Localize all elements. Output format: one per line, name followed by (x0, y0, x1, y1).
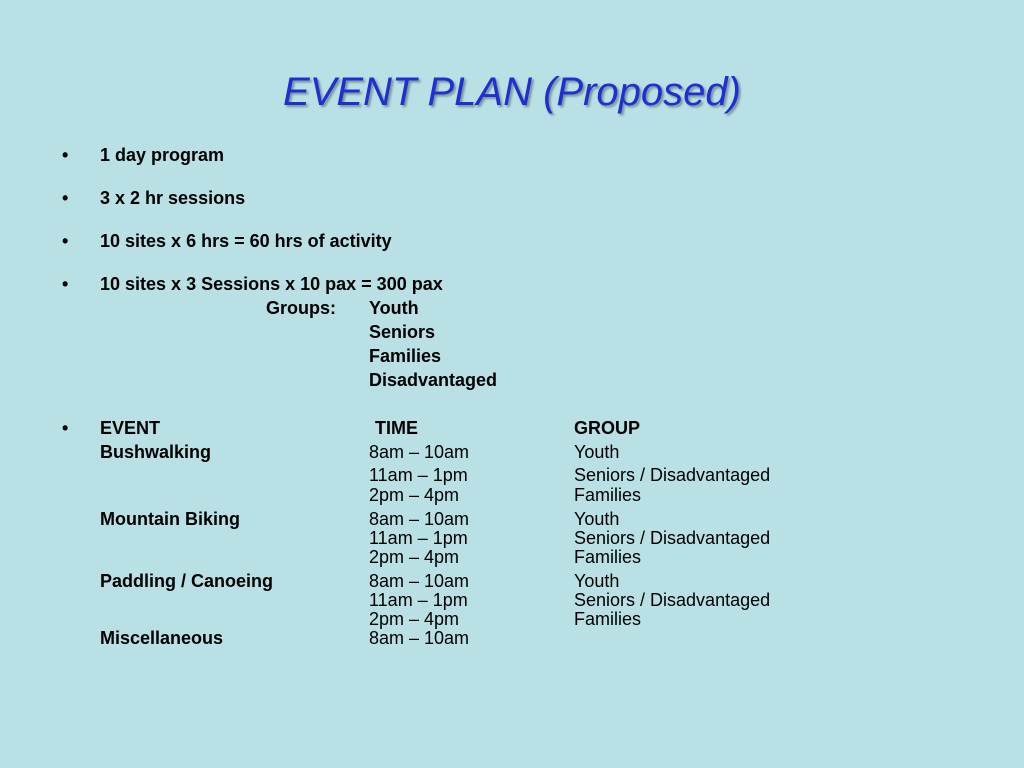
schedule-event: Paddling / Canoeing (100, 571, 274, 591)
bullet-marker: • (62, 418, 69, 438)
schedule-group: Families (574, 547, 642, 567)
schedule-time: 2pm – 4pm (369, 547, 460, 567)
bullet-marker: • (62, 145, 69, 165)
schedule-time: 8am – 10am (369, 442, 470, 462)
bullet-sessions: 3 x 2 hr sessions (100, 188, 246, 208)
group-item: Seniors (369, 322, 436, 342)
schedule-event: Miscellaneous (100, 628, 224, 648)
schedule-event: Bushwalking (100, 442, 212, 462)
bullet-sites-hours: 10 sites x 6 hrs = 60 hrs of activity (100, 231, 392, 251)
bullet-marker: • (62, 231, 69, 251)
schedule-group: Youth (574, 509, 620, 529)
schedule-group: Seniors / Disadvantaged (574, 528, 771, 548)
schedule-time: 11am – 1pm (369, 590, 468, 610)
schedule-header-group: GROUP (574, 418, 641, 438)
bullet-sites-pax: 10 sites x 3 Sessions x 10 pax = 300 pax (100, 274, 443, 294)
schedule-event: Mountain Biking (100, 509, 240, 529)
schedule-time: 2pm – 4pm (369, 485, 460, 505)
schedule-group: Families (574, 485, 642, 505)
schedule-time: 11am – 1pm (369, 528, 468, 548)
group-item: Families (369, 346, 442, 366)
schedule-group: Youth (574, 442, 620, 462)
schedule-time: 8am – 10am (369, 628, 470, 648)
schedule-time: 8am – 10am (369, 509, 470, 529)
schedule-header-event: EVENT (100, 418, 161, 438)
groups-label: Groups: (266, 298, 336, 318)
group-item: Youth (369, 298, 419, 318)
schedule-group: Youth (574, 571, 620, 591)
schedule-time: 2pm – 4pm (369, 609, 460, 629)
schedule-header-time: TIME (375, 418, 418, 438)
group-item: Disadvantaged (369, 370, 498, 390)
schedule-time: 8am – 10am (369, 571, 470, 591)
schedule-group: Seniors / Disadvantaged (574, 465, 771, 485)
schedule-group: Seniors / Disadvantaged (574, 590, 771, 610)
schedule-group: Families (574, 609, 642, 629)
bullet-marker: • (62, 274, 69, 294)
bullet-day-program: 1 day program (100, 145, 225, 165)
bullet-marker: • (62, 188, 69, 208)
schedule-time: 11am – 1pm (369, 465, 468, 485)
slide-title: EVENT PLAN (Proposed) (283, 70, 741, 114)
